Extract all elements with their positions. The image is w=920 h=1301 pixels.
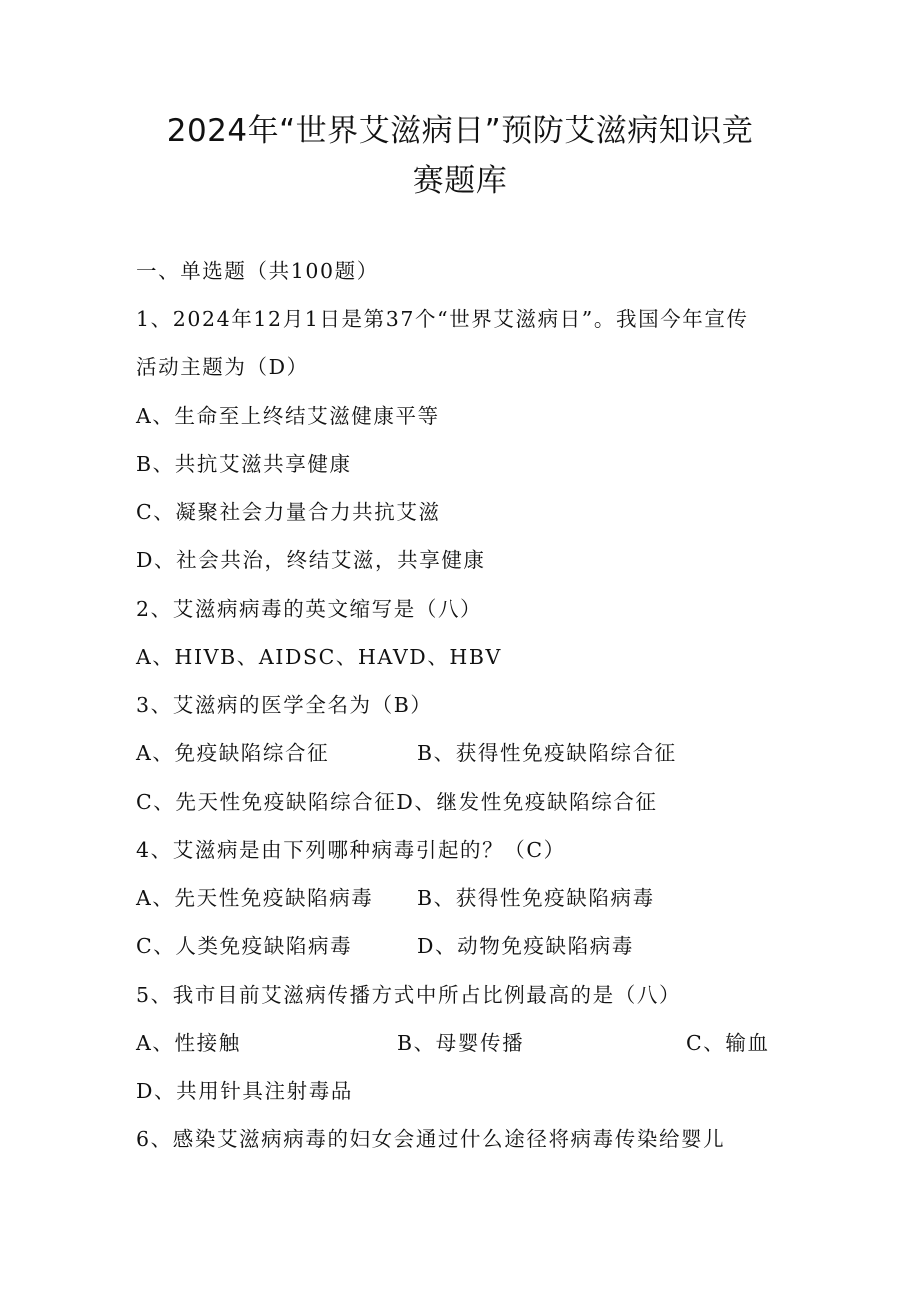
question-1-option-a: A、生命至上终结艾滋健康平等 (136, 404, 440, 428)
question-4-stem: 4、艾滋病是由下列哪种病毒引起的？（C） (136, 838, 566, 862)
question-5-option-c: C、输血 (686, 1031, 770, 1055)
question-1-option-c: C、凝聚社会力量合力共抗艾滋 (136, 500, 441, 524)
question-4-option-b: B、获得性免疫缺陷病毒 (417, 886, 655, 910)
question-1-option-b: B、共抗艾滋共享健康 (136, 452, 352, 476)
question-3-stem: 3、艾滋病的医学全名为（B） (136, 693, 433, 717)
question-1-stem-line-2: 活动主题为（D） (136, 355, 309, 379)
question-5-stem: 5、我市目前艾滋病传播方式中所占比例最高的是（八） (136, 983, 682, 1007)
document-title-line-2: 赛题库 (412, 163, 508, 199)
question-5-option-b: B、母婴传播 (397, 1031, 525, 1055)
question-1-option-d: D、社会共治，终结艾滋，共享健康 (136, 548, 486, 572)
question-3-option-b: B、获得性免疫缺陷综合征 (417, 741, 677, 765)
question-5-option-a: A、性接触 (136, 1031, 241, 1055)
question-6-stem: 6、感染艾滋病病毒的妇女会通过什么途径将病毒传染给婴儿 (136, 1127, 726, 1151)
question-1-stem-line-1: 1、2024年12月1日是第37个“世界艾滋病日”。我国今年宣传 (136, 307, 749, 331)
section-heading: 一、单选题（共100题） (136, 259, 379, 283)
document-title-line-1: 2024年“世界艾滋病日”预防艾滋病知识竞 (166, 113, 754, 149)
question-2-stem: 2、艾滋病病毒的英文缩写是（八） (136, 597, 483, 621)
question-3-option-a: A、免疫缺陷综合征 (136, 741, 330, 765)
question-3-option-c-d: C、先天性免疫缺陷综合征D、继发性免疫缺陷综合征 (136, 790, 658, 814)
question-4-option-c: C、人类免疫缺陷病毒 (136, 934, 353, 958)
question-4-option-a: A、先天性免疫缺陷病毒 (136, 886, 374, 910)
question-2-options: A、HIVB、AIDSC、HAVD、HBV (136, 645, 502, 669)
question-4-option-d: D、动物免疫缺陷病毒 (417, 934, 634, 958)
question-5-option-d: D、共用针具注射毒品 (136, 1079, 353, 1103)
